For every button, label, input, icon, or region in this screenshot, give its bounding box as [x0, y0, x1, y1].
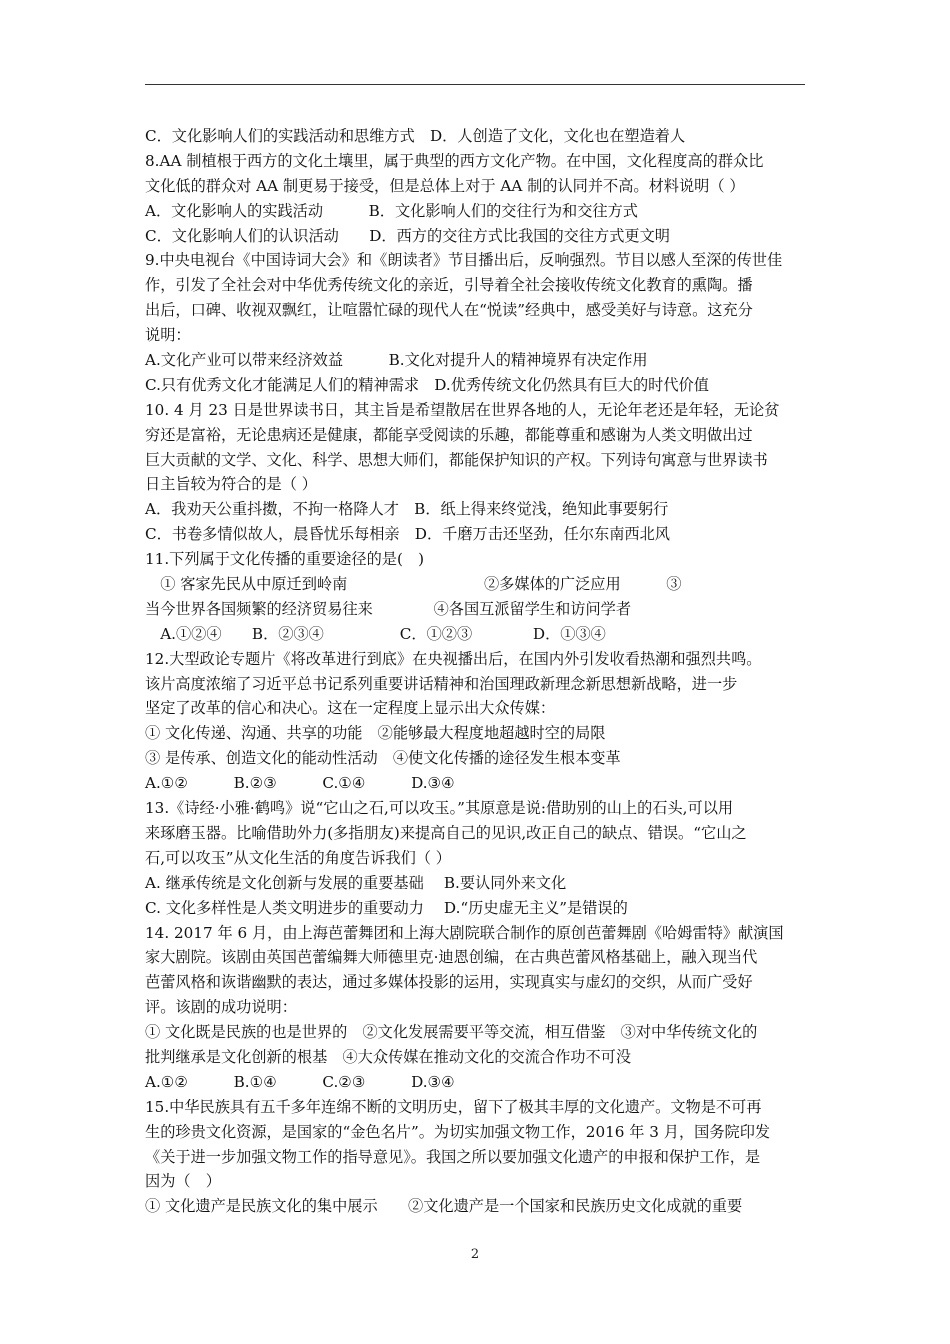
- text-line: 家大剧院。该剧由英国芭蕾编舞大师德里克·迪恩创编，在古典芭蕾风格基础上，融入现当代: [145, 948, 758, 967]
- text-line: 来琢磨玉器。比喻借助外力(多指朋友)来提高自己的见识,改正自己的缺点、错误。“它山之: [145, 823, 747, 842]
- page-number: 2: [470, 1247, 480, 1262]
- text-line: 坚定了改革的信心和决心。这在一定程度上显示出大众传媒：: [145, 699, 556, 718]
- text-line: 生的珍贵文化资源，是国家的“金色名片”。为切实加强文物工作，2016 年 3 月，国务院印发: [145, 1122, 771, 1141]
- text-line: ① 文化传递、沟通、共享的功能 ②能够最大程度地超越时空的局限: [145, 724, 606, 743]
- text-line: 该片高度浓缩了习近平总书记系列重要讲话精神和治国理政新理念新思想新战略，进一步: [145, 674, 738, 693]
- question-13-line: 13.《诗经·小雅·鹤鸣》说“它山之石,可以攻玉。”其原意是说:借助别的山上的石头,可以用: [145, 799, 734, 818]
- text-line: C．文化影响人们的实践活动和思维方式 D．人创造了文化，文化也在塑造着人: [145, 127, 686, 145]
- text-line: 评。该剧的成功说明：: [145, 998, 297, 1017]
- option-line: A．我劝天公重抖擞，不拘一格降人才 B．纸上得来终觉浅，绝知此事要躬行: [145, 500, 669, 519]
- text-line: 因为（ ）: [145, 1172, 221, 1191]
- option-line: A.①② B.②③ C.①④ D.③④: [145, 774, 455, 793]
- text-line: 当今世界各国频繁的经济贸易往来 ④各国互派留学生和访问学者: [145, 599, 631, 618]
- text-line: 日主旨较为符合的是（ ）: [145, 475, 317, 494]
- option-line: A.①② B.①④ C.②③ D.③④: [145, 1072, 455, 1091]
- question-9-line: 9.中央电视台《中国诗词大会》和《朗读者》节目播出后，反响强烈。节目以感人至深的传世佳: [145, 251, 783, 270]
- option-line: C．书卷多情似故人，晨昏忧乐每相亲 D．千磨万击还坚劲，任尔东南西北风: [145, 525, 670, 544]
- question-10-line: 10. 4 月 23 日是世界读书日，其主旨是希望散居在世界各地的人，无论年老还是年轻，无论贫: [145, 400, 780, 419]
- question-11-line: 11.下列属于文化传播的重要途径的是( ): [145, 550, 425, 569]
- text-line: ① 客家先民从中原迁到岭南 ②多媒体的广泛应用 ③: [145, 575, 682, 594]
- header-rule: [145, 84, 805, 85]
- text-line: 作，引发了全社会对中华优秀传统文化的亲近，引导着全社会接收传统文化教育的熏陶。播: [145, 276, 753, 295]
- question-14-line: 14. 2017 年 6 月，由上海芭蕾舞团和上海大剧院联合制作的原创芭蕾舞剧《哈姆雷特》献演国: [145, 923, 784, 942]
- option-line: A. 继承传统是文化创新与发展的重要基础 B.要认同外来文化: [145, 873, 567, 892]
- option-line: A.文化产业可以带来经济效益 B.文化对提升人的精神境界有决定作用: [145, 351, 648, 370]
- text-line: 穷还是富裕，无论患病还是健康，都能享受阅读的乐趣，都能尊重和感谢为人类文明做出过: [145, 425, 753, 444]
- text-line: 说明：: [145, 326, 191, 345]
- option-line: C. 文化多样性是人类文明进步的重要动力 D.“历史虚无主义”是错误的: [145, 898, 628, 917]
- text-line: 芭蕾风格和诙谐幽默的表达，通过多媒体投影的运用，实现真实与虚幻的交织，从而广受好: [145, 973, 753, 992]
- text-line: ① 文化既是民族的也是世界的 ②文化发展需要平等交流，相互借鉴 ③对中华传统文化的: [145, 1023, 758, 1042]
- page-body: [145, 124, 807, 1219]
- text-line: 文化低的群众对 AA 制更易于接受，但是总体上对于 AA 制的认同并不高。材料说明（ ）: [145, 176, 745, 195]
- text-line: ① 文化遗产是民族文化的集中展示 ②文化遗产是一个国家和民族历史文化成就的重要: [145, 1197, 743, 1216]
- option-line: A．文化影响人的实践活动 B．文化影响人们的交往行为和交往方式: [145, 201, 638, 220]
- option-line: C．文化影响人们的认识活动 D．西方的交往方式比我国的交往方式更文明: [145, 226, 670, 245]
- text-line: 《关于进一步加强文物工作的指导意见》。我国之所以要加强文化遗产的申报和保护工作，是: [145, 1147, 761, 1166]
- text-line: ③ 是传承、创造文化的能动性活动 ④使文化传播的途径发生根本变革: [145, 749, 621, 768]
- question-12-line: 12.大型政论专题片《将改革进行到底》在央视播出后，在国内外引发收看热潮和强烈共鸣。: [145, 649, 762, 668]
- text-line: 出后，口碑、收视双飘红，让喧嚣忙碌的现代人在“悦读”经典中，感受美好与诗意。这充分: [145, 301, 753, 320]
- question-8-line: 8.AA 制植根于西方的文化土壤里，属于典型的西方文化产物。在中国，文化程度高的群众比: [145, 151, 764, 170]
- text-line: 石,可以攻玉”从文化生活的角度告诉我们（ ）: [145, 848, 451, 867]
- option-line: A.①②④ B．②③④ C．①②③ D．①③④: [145, 624, 606, 643]
- option-line: C.只有优秀文化才能满足人们的精神需求 D.优秀传统文化仍然具有巨大的时代价值: [145, 375, 709, 394]
- text-line: 批判继承是文化创新的根基 ④大众传媒在推动文化的交流合作功不可没: [145, 1047, 631, 1066]
- question-15-line: 15.中华民族具有五千多年连绵不断的文明历史，留下了极其丰厚的文化遗产。文物是不可再: [145, 1097, 762, 1116]
- text-line: 巨大贡献的文学、文化、科学、思想大师们，都能保护知识的产权。下列诗句寓意与世界读书: [145, 450, 768, 469]
